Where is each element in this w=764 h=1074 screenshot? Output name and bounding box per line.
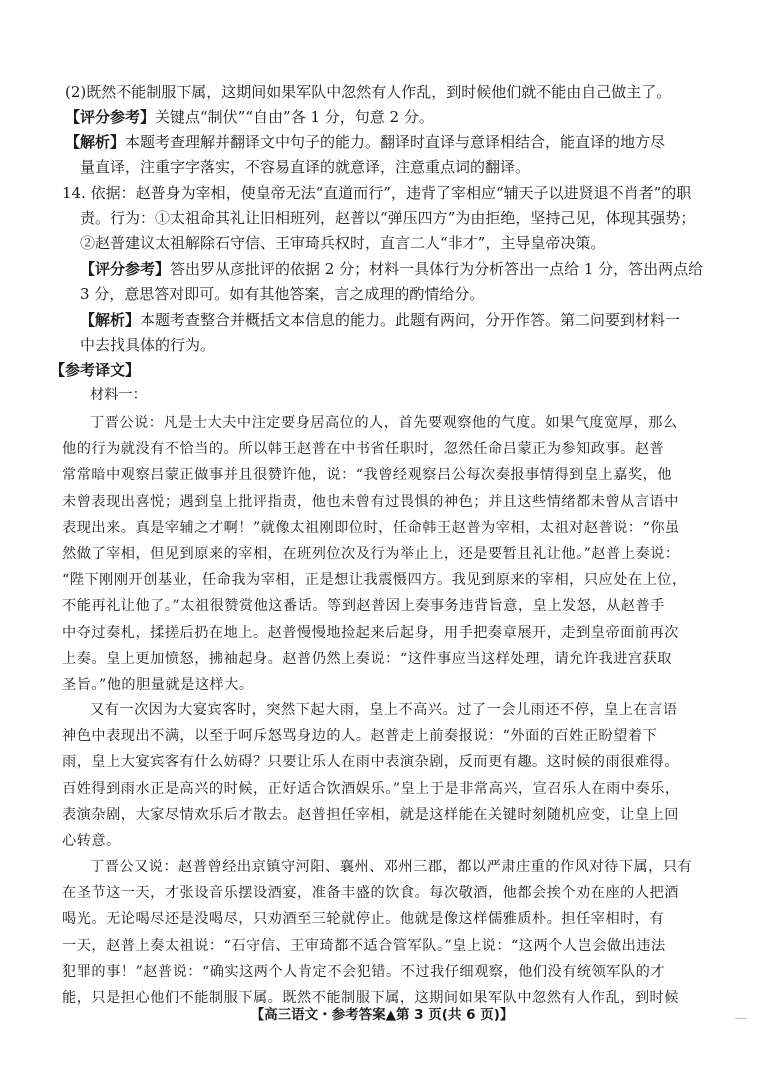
paragraph-line: 然做了宰相，但见到原来的宰相，在班列位次及行为举止上，还是要暂且礼让他。”赵普上奏说：: [62, 546, 680, 563]
q14-score-line1: 答出罗从彦批评的依据 2 分；材料一具体行为分析答出一点给 1 分，答出两点给: [170, 260, 704, 278]
q13-score-text: 关键点“制伏”“自由”各 1 分，句意 2 分。: [155, 108, 434, 126]
paragraph-line: 神色中表现出不满，以至于呵斥怒骂身边的人。赵普走上前奏报说：“外面的百姓正盼望着下: [62, 728, 658, 745]
paragraph-line: 一天，赵普上奏太祖说：“石守信、王审琦都不适合管军队。”皇上说：“这两个人岂会做出违法: [62, 937, 666, 954]
paragraph-line: 中夺过奏札，揉搓后扔在地上。赵普慢慢地捡起来后起身，用手把奏章展开，走到皇帝面前再次: [62, 624, 679, 641]
paragraph-line: 心转意。: [62, 833, 121, 850]
paragraph-line: 圣旨。”他的胆量就是这样大。: [62, 677, 254, 694]
paragraph-line: “陛下刚刚开创基业，任命我为宰相，正是想让我震慑四方。我见到原来的宰相，只应处在上位，: [62, 572, 687, 589]
material-label: 材料一：: [90, 387, 147, 403]
q14-answer-line1: 14. 依据：赵普身为宰相，使皇帝无法“直道而行”，违背了宰相应“辅天子以进贤退不肖者”的职: [62, 184, 692, 202]
q13-analysis-line2: 量直译，注重字字落实，不容易直译的就意译，注意重点词的翻译。: [80, 158, 531, 176]
paragraph-line: 丁晋公又说：赵普曾经出京镇守河阳、襄州、邓州三郡，都以严肃庄重的作风对待下属，只有: [90, 859, 693, 875]
q14-analysis-line2: 中去找具体的行为。: [80, 336, 216, 354]
paragraph-line: 常常暗中观察吕蒙正做事并且很赞许他，说：“我曾经观察吕公每次奏报事情得到皇上嘉奖，他: [62, 467, 672, 484]
paragraph-line: 雨，皇上大宴宾客有什么妨碍？只要让乐人在雨中表演杂剧，反而更有趣。这时候的雨很难得。: [62, 754, 679, 771]
q14-scoring: [80, 257, 703, 282]
corner-mark: ___: [735, 1010, 747, 1019]
q14-score-label: 【评分参考】: [80, 260, 171, 278]
paragraph-line: 在圣节这一天，才张设音乐摆设酒宴，准备丰盛的饮食。每次敬酒，他都会挨个劝在座的人把酒: [62, 885, 679, 902]
paragraph-line: 能，只是担心他们不能制服下属。既然不能制服下属，这期间如果军队中忽然有人作乱，到时候: [62, 990, 679, 1007]
paragraph-line: 不能再礼让他了。”太祖很赞赏他这番话。等到赵普因上奏事务违背旨意，皇上发怒，从赵普手: [62, 598, 665, 615]
q14-score-line2: 3 分，意思答对即可。如有其他答案，言之成理的酌情给分。: [80, 285, 485, 303]
translation-heading: 【参考译文】: [50, 361, 141, 379]
q14-answer-line2: 责。行为：①太祖命其礼让旧相班列，赵普以“弹压四方”为由拒绝，坚持己见，体现其强势；: [80, 209, 696, 227]
translation-paragraph-2: [62, 697, 680, 854]
paragraph-line: 又有一次因为大宴宾客时，突然下起大雨，皇上不高兴。过了一会儿雨还不停，皇上在言语: [90, 702, 678, 718]
paragraph-line: 他的行为就没有不恰当的。所以韩王赵普在中书省任职时，忽然任命吕蒙正为参知政事。赵普: [62, 441, 665, 458]
q14-answer-line3: ②赵普建议太祖解除石守信、王审琦兵权时，直言二人“非才”，主导皇帝决策。: [80, 234, 606, 252]
paragraph-line: 表现出来。真是宰辅之才啊！”就像太祖刚即位时，任命韩王赵普为宰相，太祖对赵普说：“你虽: [62, 519, 680, 536]
q14-analysis-line1: 本题考查整合并概括文本信息的能力。此题有两问，分开作答。第二问要到材料一: [140, 311, 681, 329]
q14-analysis-label: 【解析】: [80, 311, 141, 329]
q13-analysis: [65, 130, 665, 155]
q13-part2-answer: (2)既然不能制服下属，这期间如果军队中忽然有人作乱，到时候他们就不能由自己做主了。: [65, 83, 672, 101]
q14-analysis: [80, 308, 680, 333]
q13-score-label: 【评分参考】: [65, 108, 156, 126]
paragraph-line: 百姓得到雨水正是高兴的时候，正好适合饮酒娱乐。”皇上于是非常高兴，宣召乐人在雨中奏乐，: [62, 780, 680, 797]
translation-paragraph-1: [62, 410, 687, 698]
translation-paragraph-3: [62, 854, 692, 1011]
paragraph-line: 未曾表现出喜悦；遇到皇上批评指责，他也未曾有过畏惧的神色；并且这些情绪都未曾从言语中: [62, 493, 679, 510]
paragraph-line: 犯罪的事！”赵普说：“确实这两个人肯定不会犯错。不过我仔细观察，他们没有统领军队的才: [62, 963, 666, 980]
page-footer: 【高三语文・参考答案▲第 3 页(共 6 页)】: [250, 1007, 514, 1023]
paragraph-line: 丁晋公说：凡是士大夫中注定要身居高位的人，首先要观察他的气度。如果气度宽厚，那么: [90, 415, 678, 431]
paragraph-line: 表演杂剧，大家尽情欢乐后才散去。赵普担任宰相，就是这样能在关键时刻随机应变，让皇上回: [62, 806, 679, 823]
q13-analysis-label: 【解析】: [65, 133, 126, 151]
q13-analysis-line1: 本题考查理解并翻译文中句子的能力。翻译时直译与意译相结合，能直译的地方尽: [125, 133, 666, 151]
q13-scoring: [65, 105, 434, 130]
paragraph-line: 喝光。无论喝尽还是没喝尽，只劝酒至三轮就停止。他就是像这样儒雅质朴。担任宰相时，有: [62, 911, 665, 928]
paragraph-line: 上奏。皇上更加愤怒，拂袖起身。赵普仍然上奏说：“这件事应当这样处理，请允许我进宫获取: [62, 650, 672, 667]
